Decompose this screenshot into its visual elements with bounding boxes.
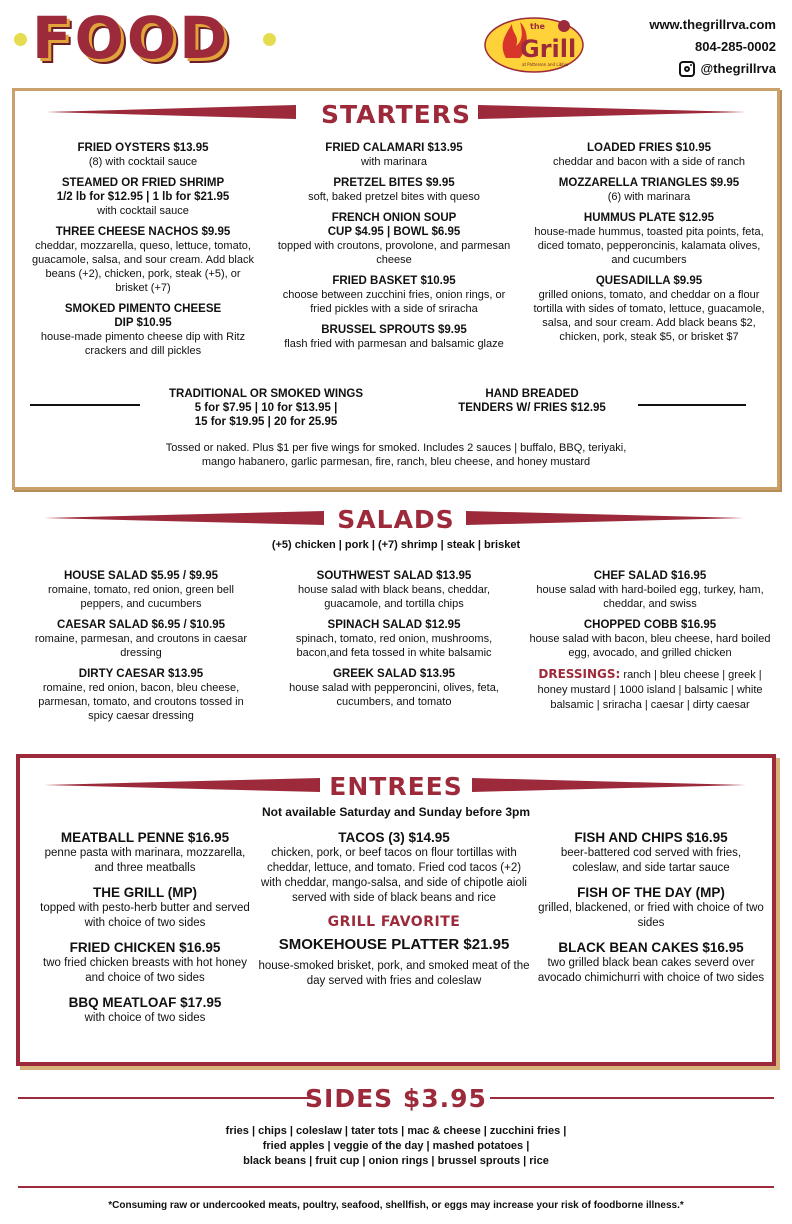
entrees-heading-bar bbox=[0, 772, 792, 806]
menu-item: FRIED CALAMARI $13.95 with marinara bbox=[325, 142, 463, 168]
website-link[interactable]: www.thegrillrva.com bbox=[649, 17, 776, 32]
menu-item: THE GRILL (MP) topped with pesto-herb butter and served with choice of two sides bbox=[40, 885, 250, 929]
entrees-heading: ENTREES bbox=[329, 772, 463, 801]
decorative-dot-left bbox=[14, 33, 27, 46]
footer-divider bbox=[18, 1186, 774, 1188]
sides-heading: SIDES $3.95 bbox=[305, 1084, 487, 1113]
logo-name-text: Grill bbox=[520, 35, 577, 63]
menu-item: FRIED OYSTERS $13.95 (8) with cocktail sauce bbox=[77, 142, 209, 168]
contact-info bbox=[649, 14, 776, 84]
menu-item: SOUTHWEST SALAD $13.95 house salad with black beans, cheddar, guacamole, and tortilla chips bbox=[297, 570, 491, 610]
wings-item: TRADITIONAL OR SMOKED WINGS 5 for $7.95 | 10 for $13.95 | 15 for $19.95 | 20 for 25.95 bbox=[168, 388, 363, 428]
menu-item: TACOS (3) $14.95 chicken, pork, or beef tacos on flour tortillas with cheddar, lettuce, and tomato. Fried cod tacos (+2) with cheddar, mango-salsa, and side of chipotle aioli served with side of black beans and rice bbox=[261, 830, 527, 904]
menu-item: SMOKEHOUSE PLATTER $21.95 house-smoked brisket, pork, and smoked meat of the day served with fries and coleslaw bbox=[258, 936, 530, 987]
menu-item: BLACK BEAN CAKES $16.95 two grilled black bean cakes severd over avocado chimichurri with choice of two sides bbox=[537, 940, 765, 984]
instagram-icon bbox=[679, 61, 695, 77]
sides-list: fries | chips | coleslaw | tater tots | mac & cheese | zucchini fries | fried apples | veggie of the day | mashed potatoes | black beans | fruit cup | onion rings | brussel sprouts | rice bbox=[225, 1125, 567, 1167]
menu-item: BRUSSEL SPROUTS $9.95 flash fried with parmesan and balsamic glaze bbox=[284, 324, 504, 350]
menu-item: PRETZEL BITES $9.95 soft, baked pretzel bites with queso bbox=[308, 177, 480, 203]
menu-item: DIRTY CAESAR $13.95 romaine, red onion, bacon, bleu cheese, parmesan, tomato, and croutons tossed in spicy caesar dressing bbox=[38, 668, 244, 722]
menu-item: BBQ MEATLOAF $17.95 with choice of two sides bbox=[68, 995, 222, 1024]
menu-item: HUMMUS PLATE $12.95 house-made hummus, toasted pita points, feta, diced tomato, pepperoncinis, kalamata olives, and cucumbers bbox=[534, 212, 764, 266]
salads-column-1 bbox=[30, 569, 252, 730]
sides-heading-bar bbox=[0, 1084, 792, 1118]
heading-wedge-right bbox=[466, 511, 744, 525]
starters-column-3 bbox=[532, 141, 766, 351]
tenders-item: HAND BREADED TENDERS W/ FRIES $12.95 bbox=[458, 388, 606, 414]
salad-addons: (+5) chicken | pork | (+7) shrimp | steak | brisket bbox=[271, 539, 521, 551]
menu-item: MOZZARELLA TRIANGLES $9.95 (6) with marinara bbox=[558, 177, 740, 203]
salads-column-3 bbox=[522, 569, 778, 720]
entrees-availability-note: Not available Saturday and Sunday before 3pm bbox=[261, 805, 531, 819]
logo-sub-text: at Patterson and Libbie bbox=[522, 62, 569, 67]
menu-item: QUESADILLA $9.95 grilled onions, tomato, and cheddar on a flour tortilla with sides of tomato, lettuce, guacamole, salsa, and sour cream. Add black beans $2, chicken, pork, steak $5, or brisket $7 bbox=[533, 275, 765, 343]
logo-top-text: the bbox=[530, 22, 545, 31]
menu-item: THREE CHEESE NACHOS $9.95 cheddar, mozzarella, queso, lettuce, tomato, guacamole, salsa, and sour cream. Add black beans (+2), chicken, pork, steak (+5), or brisket (+7) bbox=[32, 226, 254, 294]
wings-note: Tossed or naked. Plus $1 per five wings for smoked. Includes 2 sauces | buffalo, BBQ, teriyaki, mango habanero, garlic parmesan, fire, ranch, bleu cheese, and honey mustard bbox=[165, 442, 627, 468]
menu-item: LOADED FRIES $10.95 cheddar and bacon with a side of ranch bbox=[552, 142, 746, 168]
menu-item: CHEF SALAD $16.95 house salad with hard-boiled egg, turkey, ham, cheddar, and swiss bbox=[536, 570, 764, 610]
foodborne-disclaimer: *Consuming raw or undercooked meats, poultry, seafood, shellfish, or eggs may increase your risk of foodborne illness.* bbox=[108, 1200, 684, 1211]
starters-heading: STARTERS bbox=[321, 100, 471, 129]
entrees-column-3 bbox=[536, 829, 766, 994]
menu-item: FRENCH ONION SOUP CUP $4.95 | BOWL $6.95 topped with croutons, provolone, and parmesan cheese bbox=[277, 212, 511, 266]
menu-item: SPINACH SALAD $12.95 spinach, tomato, red onion, mushrooms, bacon,and feta tossed in white balsamic bbox=[295, 619, 493, 659]
starters-heading-bar bbox=[0, 100, 792, 134]
menu-item: MEATBALL PENNE $16.95 penne pasta with marinara, mozzarella, and three meatballs bbox=[44, 830, 246, 874]
menu-item: FRIED CHICKEN $16.95 two fried chicken breasts with hot honey and choice of two sides bbox=[43, 940, 247, 984]
phone-number[interactable]: 804-285-0002 bbox=[695, 39, 776, 54]
entrees-column-2 bbox=[256, 829, 532, 997]
menu-item: FISH OF THE DAY (MP) grilled, blackened, or fried with choice of two sides bbox=[538, 885, 764, 929]
menu-item: FRIED BASKET $10.95 choose between zucchini fries, onion rings, or fried pickles with a side of sriracha bbox=[282, 275, 506, 315]
dressings-list bbox=[522, 667, 778, 713]
heading-wedge-right bbox=[472, 778, 746, 792]
menu-item: HOUSE SALAD $5.95 / $9.95 romaine, tomato, red onion, green bell peppers, and cucumbers bbox=[48, 570, 234, 610]
grill-favorite-badge: GRILL FAVORITE bbox=[327, 914, 461, 930]
divider-line bbox=[30, 404, 140, 406]
menu-item: STEAMED OR FRIED SHRIMP 1/2 lb for $12.95 | 1 lb for $21.95 with cocktail sauce bbox=[56, 177, 230, 217]
instagram-label: @thegrillrva bbox=[700, 61, 776, 76]
sides-line-right bbox=[490, 1097, 774, 1099]
starters-column-1 bbox=[30, 141, 256, 365]
menu-item: FISH AND CHIPS $16.95 beer-battered cod served with fries, coleslaw, and side tartar sauce bbox=[560, 830, 742, 874]
salads-heading-bar bbox=[0, 505, 792, 539]
divider-line bbox=[638, 404, 746, 406]
dressings-label: DRESSINGS: bbox=[538, 667, 621, 681]
menu-item: GREEK SALAD $13.95 house salad with pepperoncini, olives, feta, cucumbers, and tomato bbox=[289, 668, 499, 708]
salads-heading: SALADS bbox=[337, 505, 455, 534]
grill-logo bbox=[484, 12, 584, 74]
page-title: FOOD bbox=[32, 4, 231, 72]
decorative-dot-right bbox=[263, 33, 276, 46]
menu-item: SMOKED PIMENTO CHEESE DIP $10.95 house-made pimento cheese dip with Ritz crackers and dill pickles bbox=[40, 303, 246, 357]
menu-item: CAESAR SALAD $6.95 / $10.95 romaine, parmesan, and croutons in caesar dressing bbox=[34, 619, 248, 659]
menu-item: CHOPPED COBB $16.95 house salad with bacon, bleu cheese, hard boiled egg, avocado, and grilled chicken bbox=[529, 619, 771, 659]
dressings-text: ranch | bleu cheese | greek | honey mustard | 1000 island | balsamic | white balsamic | sriracha | caesar | dirty caesar bbox=[537, 669, 763, 711]
instagram-handle[interactable] bbox=[679, 58, 776, 80]
starters-column-2 bbox=[272, 141, 516, 358]
salads-column-2 bbox=[276, 569, 512, 716]
heading-wedge-right bbox=[478, 105, 746, 119]
entrees-column-1 bbox=[34, 829, 256, 1034]
